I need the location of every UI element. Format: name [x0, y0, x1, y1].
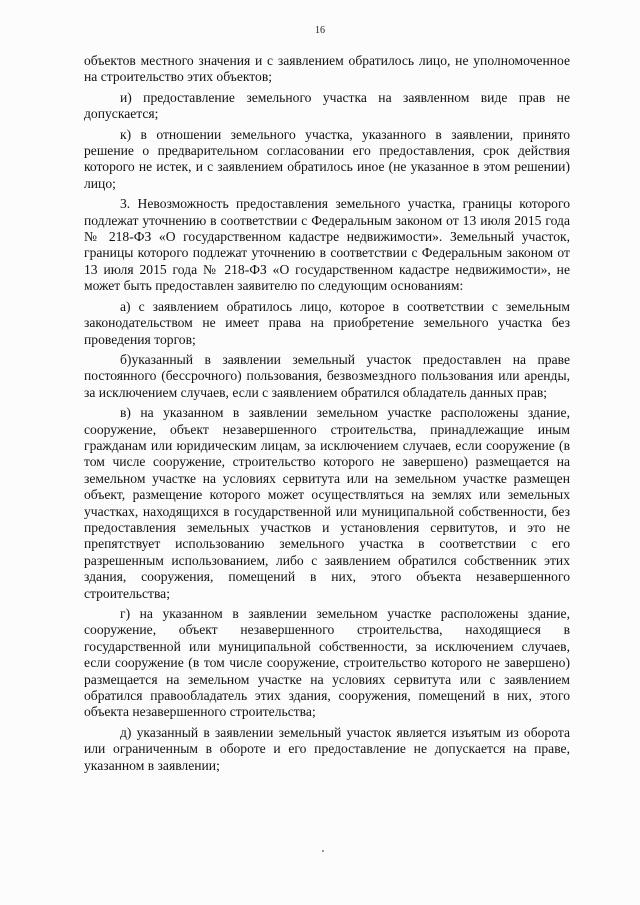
paragraph-item-k: к) в отношении земельного участка, указанного в заявлении, принято решение о предварительном согласовании его предоставления, срок действия которого не истек, и с заявлением обратилось иное (не указанное в этом решении) лицо;: [84, 126, 570, 191]
paragraph-continuation: объектов местного значения и с заявлением обратилось лицо, не уполномоченное на строительство этих объектов;: [84, 53, 570, 85]
document-body: [84, 53, 570, 778]
paragraph-item-d: д) указанный в заявлении земельный участок является изъятым из оборота или ограниченным в обороте и его предоставление не допускается на праве, указанном в заявлении;: [84, 724, 570, 773]
scan-speck: [322, 850, 324, 852]
paragraph-item-v: в) на указанном в заявлении земельном участке расположены здание, сооружение, объект незавершенного строительства, принадлежащие иным гражданам или юридическим лицам, за исключением случаев, если сооружение (в том числе сооружение, строительство которого не завершено) размещается на земельном участке на условиях сервитута или на земельном участке размещен объект, размещение которого может осуществляться на землях или земельных участках, находящихся в государственной или муниципальной собственности, без предоставления земельных участков и установления сервитутов, и это не препятствует использованию земельного участка в соответствии с его разрешенным использованием, либо с заявлением обратился собственник этих здания, сооружения, помещений в них, этого объекта незавершенного строительства;: [84, 405, 570, 601]
paragraph-section-3: 3. Невозможность предоставления земельного участка, границы которого подлежат уточнению в соответствии с Федеральным законом от 13 июля 2015 года № 218-ФЗ «О государственном кадастре недвижимости». Земельный участок, границы которого подлежат уточнению в соответствии с Федеральным законом от 13 июля 2015 года № 218-ФЗ «О государственном кадастре недвижимости», не может быть предоставлен заявителю по следующим основаниям:: [84, 196, 570, 294]
paragraph-item-b: б)указанный в заявлении земельный участок предоставлен на праве постоянного (бессрочного) пользования, безвозмездного пользования или аренды, за исключением случаев, если с заявлением обратился обладатель данных прав;: [84, 351, 570, 400]
paragraph-item-g: г) на указанном в заявлении земельном участке расположены здание, сооружение, объект незавершенного строительства, находящиеся в государственной или муниципальной собственности, за исключением случаев, если сооружение (в том числе сооружение, строительство которого не завершено) размещается на земельном участке на условиях сервитута или с заявлением обратился правообладатель этих здания, сооружения, помещений в них, этого объекта незавершенного строительства;: [84, 606, 570, 720]
paragraph-item-i: и) предоставление земельного участка на заявленном виде прав не допускается;: [84, 89, 570, 122]
paragraph-item-a: а) с заявлением обратилось лицо, которое в соответствии с земельным законодательством не имеет права на приобретение земельного участка без проведения торгов;: [84, 298, 570, 347]
page-number: 16: [315, 25, 325, 36]
